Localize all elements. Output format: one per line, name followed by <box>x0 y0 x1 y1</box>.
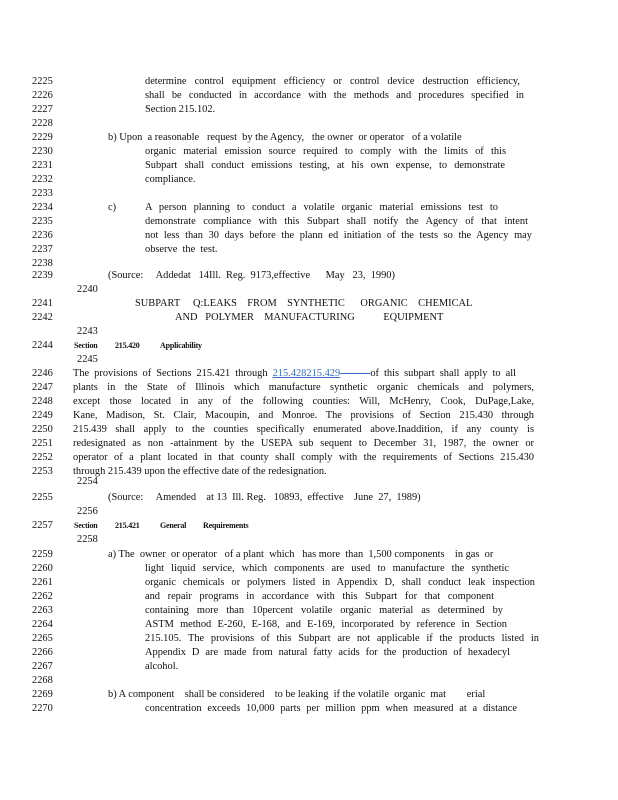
line-number: 2243 <box>77 326 98 337</box>
text-run: The provisions of Sections 215.421 through <box>73 368 273 379</box>
line-number: 2230 <box>32 146 53 157</box>
line-number: 2259 <box>32 549 53 560</box>
line-text: light liquid service, which components are used to manufacture the synthetic <box>145 563 509 574</box>
text-run: of this subpart shall apply to all <box>370 368 516 379</box>
paragraph-line <box>0 381 618 395</box>
line-number: 2241 <box>32 298 53 309</box>
line-text: SUBPART Q:LEAKS FROM SYNTHETIC ORGANIC CHEMICAL <box>135 298 473 309</box>
section-label: Section <box>74 341 98 350</box>
line-text: A person planning to conduct a volatile organic material emissions test to <box>145 202 498 213</box>
struck-text <box>340 368 370 379</box>
line-text: organic chemicals or polymers listed in Appendix D, shall conduct leak inspection <box>145 577 535 588</box>
line-number: 2252 <box>32 452 53 463</box>
text-line <box>0 618 618 632</box>
paragraph-line <box>0 367 618 381</box>
section-label: Section <box>74 521 98 530</box>
section-title-2: Requirements <box>203 521 249 530</box>
line-number: 2236 <box>32 230 53 241</box>
text-line <box>0 89 618 103</box>
line-number: 2270 <box>32 703 53 714</box>
line-text: ASTM method E-260, E-168, and E-169, incorporated by reference in Section <box>145 619 507 630</box>
line-number: 2242 <box>32 312 53 323</box>
line-text: c) <box>108 202 117 213</box>
standalone-line-number <box>0 353 618 367</box>
line-number: 2254 <box>77 476 98 487</box>
paragraph-line <box>0 465 618 479</box>
text-line <box>0 548 618 562</box>
line-number: 2233 <box>32 188 53 199</box>
line-number: 2235 <box>32 216 53 227</box>
section-title: General <box>160 521 187 530</box>
line-number: 2239 <box>32 270 53 281</box>
section-number: 215.420 <box>115 341 140 350</box>
standalone-line-number <box>0 325 618 339</box>
line-number: 2245 <box>77 354 98 365</box>
line-number: 2261 <box>32 577 53 588</box>
line-number: 2232 <box>32 174 53 185</box>
line-text: a) The owner or operator of a plant which has more than 1,500 components in gas or <box>108 549 494 560</box>
text-line <box>0 702 618 716</box>
line-number: 2251 <box>32 438 53 449</box>
text-line <box>0 269 618 283</box>
line-text: organic material emission source required to comply with the limits of this <box>145 146 506 157</box>
subpart-heading-line-1 <box>0 297 618 311</box>
line-text: 215.439 shall apply to the counties specifically enumerated above.Inaddition, if any county is <box>73 424 534 435</box>
line-text: alcohol. <box>145 661 179 672</box>
line-text: b) Upon a reasonable request by the Agency, the owner or operator of a volatile <box>108 132 462 143</box>
line-text: containing more than 10percent volatile organic material as determined by <box>145 605 503 616</box>
text-line <box>0 243 618 257</box>
line-text: Section 215.102. <box>145 104 216 115</box>
line-number: 2260 <box>32 563 53 574</box>
text-line <box>0 660 618 674</box>
section-215-420-heading <box>0 339 618 353</box>
line-number: 2226 <box>32 90 53 101</box>
line-number: 2238 <box>32 258 53 269</box>
text-line <box>0 229 618 243</box>
text-line <box>0 201 618 215</box>
line-text: (Source: Amended at 13 Ill. Reg. 10893, effective June 27, 1989) <box>108 492 421 503</box>
line-number: 2249 <box>32 410 53 421</box>
text-line <box>0 117 618 131</box>
paragraph-line <box>0 437 618 451</box>
line-number: 2263 <box>32 605 53 616</box>
text-line <box>0 173 618 187</box>
line-text: redesignated as non -attainment by the USEPA sub sequent to December 31, 1987, the owner or <box>73 438 534 449</box>
source-note <box>0 491 618 505</box>
section-number: 215.421 <box>115 521 140 530</box>
line-text: Subpart shall conduct emissions testing, at his own expense, to demonstrate <box>145 160 505 171</box>
line-number: 2246 <box>32 368 53 379</box>
line-number: 2266 <box>32 647 53 658</box>
text-line <box>0 604 618 618</box>
line-number: 2256 <box>77 506 98 517</box>
line-text: 215.105. The provisions of this Subpart are not applicable if the products listed in <box>145 633 539 644</box>
text-line <box>0 215 618 229</box>
line-text: not less than 30 days before the plann ed initiation of the tests so the Agency may <box>145 230 532 241</box>
text-line <box>0 688 618 702</box>
line-number: 2237 <box>32 244 53 255</box>
text-line <box>0 75 618 89</box>
line-text: determine control equipment efficiency or control device destruction efficiency, <box>145 76 520 87</box>
line-number: 2228 <box>32 118 53 129</box>
section-title: Applicability <box>160 341 202 350</box>
line-number: 2247 <box>32 382 53 393</box>
text-line <box>0 145 618 159</box>
line-text: compliance. <box>145 174 196 185</box>
paragraph-line <box>0 395 618 409</box>
standalone-line-number <box>0 283 618 297</box>
paragraph-line <box>0 409 618 423</box>
line-text: Kane, Madison, St. Clair, Macoupin, and Monroe. The provisions of Section 215.430 through <box>73 410 534 421</box>
line-number: 2240 <box>77 284 98 295</box>
line-text: AND POLYMER MANUFACTURING EQUIPMENT <box>175 312 444 323</box>
line-number: 2268 <box>32 675 53 686</box>
section-215-421-heading <box>0 519 618 533</box>
line-number: 2225 <box>32 76 53 87</box>
text-line <box>0 131 618 145</box>
line-number: 2250 <box>32 424 53 435</box>
line-number: 2267 <box>32 661 53 672</box>
text-line <box>0 590 618 604</box>
line-text <box>73 367 516 381</box>
line-text: and repair programs in accordance with this Subpart for that component <box>145 591 494 602</box>
amended-section-link[interactable]: 215.428215.429 <box>272 368 341 379</box>
text-line <box>0 562 618 576</box>
standalone-line-number <box>0 533 618 547</box>
line-text: through 215.439 upon the effective date of the redesignation. <box>73 466 327 477</box>
text-line <box>0 159 618 173</box>
line-number: 2227 <box>32 104 53 115</box>
line-number: 2253 <box>32 466 53 477</box>
text-line <box>0 187 618 201</box>
text-line <box>0 103 618 117</box>
line-text: b) A component shall be considered to be leaking if the volatile organic mat erial <box>108 689 486 700</box>
line-number: 2244 <box>32 340 53 351</box>
line-number: 2258 <box>77 534 98 545</box>
line-text: shall be conducted in accordance with the methods and procedures specified in <box>145 90 524 101</box>
line-number: 2265 <box>32 633 53 644</box>
line-text: observe the test. <box>145 244 218 255</box>
standalone-line-number <box>0 505 618 519</box>
line-text: plants in the State of Illinois which manufacture synthetic organic chemicals and polymers, <box>73 382 534 393</box>
line-text: Appendix D are made from natural fatty acids for the production of hexadecyl <box>145 647 510 658</box>
paragraph-line <box>0 451 618 465</box>
text-line <box>0 674 618 688</box>
line-number: 2262 <box>32 591 53 602</box>
subpart-heading-line-2 <box>0 311 618 325</box>
line-number: 2257 <box>32 520 53 531</box>
line-number: 2269 <box>32 689 53 700</box>
line-text: except those located in any of the following counties: Will, McHenry, Cook, DuPage,Lake, <box>73 396 534 407</box>
text-line <box>0 632 618 646</box>
text-line <box>0 576 618 590</box>
line-number: 2234 <box>32 202 53 213</box>
line-number: 2264 <box>32 619 53 630</box>
line-text: demonstrate compliance with this Subpart shall notify the Agency of that intent <box>145 216 528 227</box>
line-number: 2255 <box>32 492 53 503</box>
text-line <box>0 646 618 660</box>
line-text: (Source: Addedat 14Ill. Reg. 9173,effective May 23, 1990) <box>108 270 395 281</box>
line-number: 2229 <box>32 132 53 143</box>
line-text: concentration exceeds 10,000 parts per million ppm when measured at a distance <box>145 703 517 714</box>
line-number: 2248 <box>32 396 53 407</box>
line-number: 2231 <box>32 160 53 171</box>
paragraph-line <box>0 423 618 437</box>
line-text: operator of a plant located in that county shall comply with the requirements of Sections 215.430 <box>73 452 534 463</box>
